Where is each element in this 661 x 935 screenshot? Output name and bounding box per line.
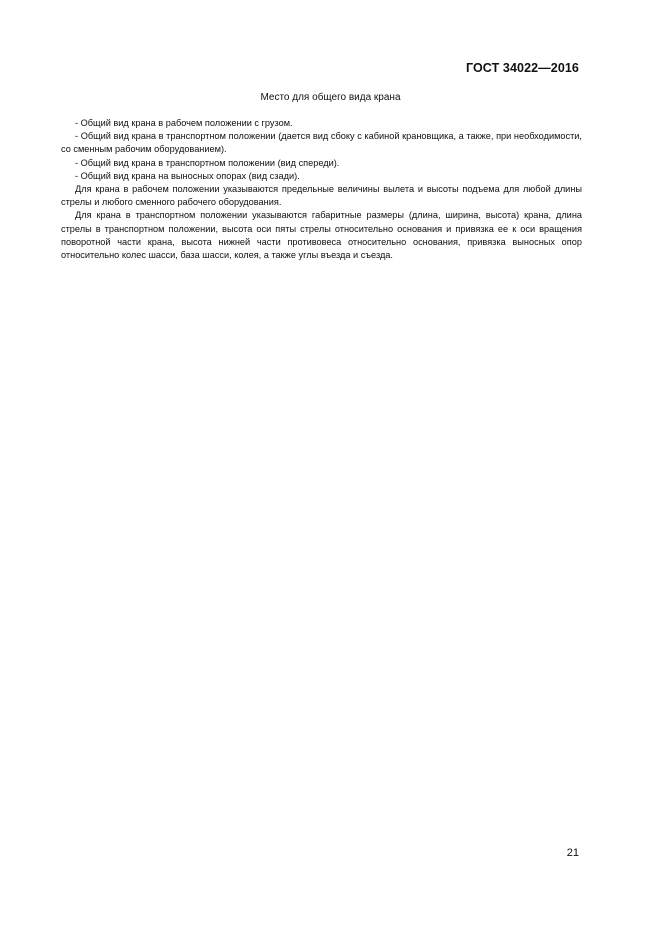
paragraph-working-view: - Общий вид крана в рабочем положении с грузом. [75, 118, 293, 128]
paragraph-outrigger-rear-view: - Общий вид крана на выносных опорах (вид сзади). [75, 170, 300, 181]
document-code: ГОСТ 34022—2016 [465, 61, 579, 75]
paragraph-transport-dimensions: Для крана в транспортном положении указываются габаритные размеры (длина, ширина, высота) крана, длина стрелы в транспортном положении, высота оси пяты стрелы относительно основания и привязка ее к оси вращения поворотной части крана, высота нижней части противовеса относительно основания, привязка выносных опор относительно колес шасси, база шасси, колея, а также углы въезда и съезда. [61, 210, 582, 261]
body-text [61, 117, 582, 262]
paragraph-transport-side-view: - Общий вид крана в транспортном положении (дается вид сбоку с кабиной крановщика, а также, при необходимости, со сменным рабочим оборудованием). [61, 131, 582, 155]
paragraph-working-limits: Для крана в рабочем положении указываются предельные величины вылета и высоты подъема для любой длины стрелы и любого сменного рабочего оборудования. [61, 184, 582, 208]
page-number: 21 [566, 847, 579, 859]
figure-placeholder-caption: Место для общего вида крана [260, 92, 401, 103]
paragraph-transport-front-view: - Общий вид крана в транспортном положении (вид спереди). [75, 157, 340, 168]
